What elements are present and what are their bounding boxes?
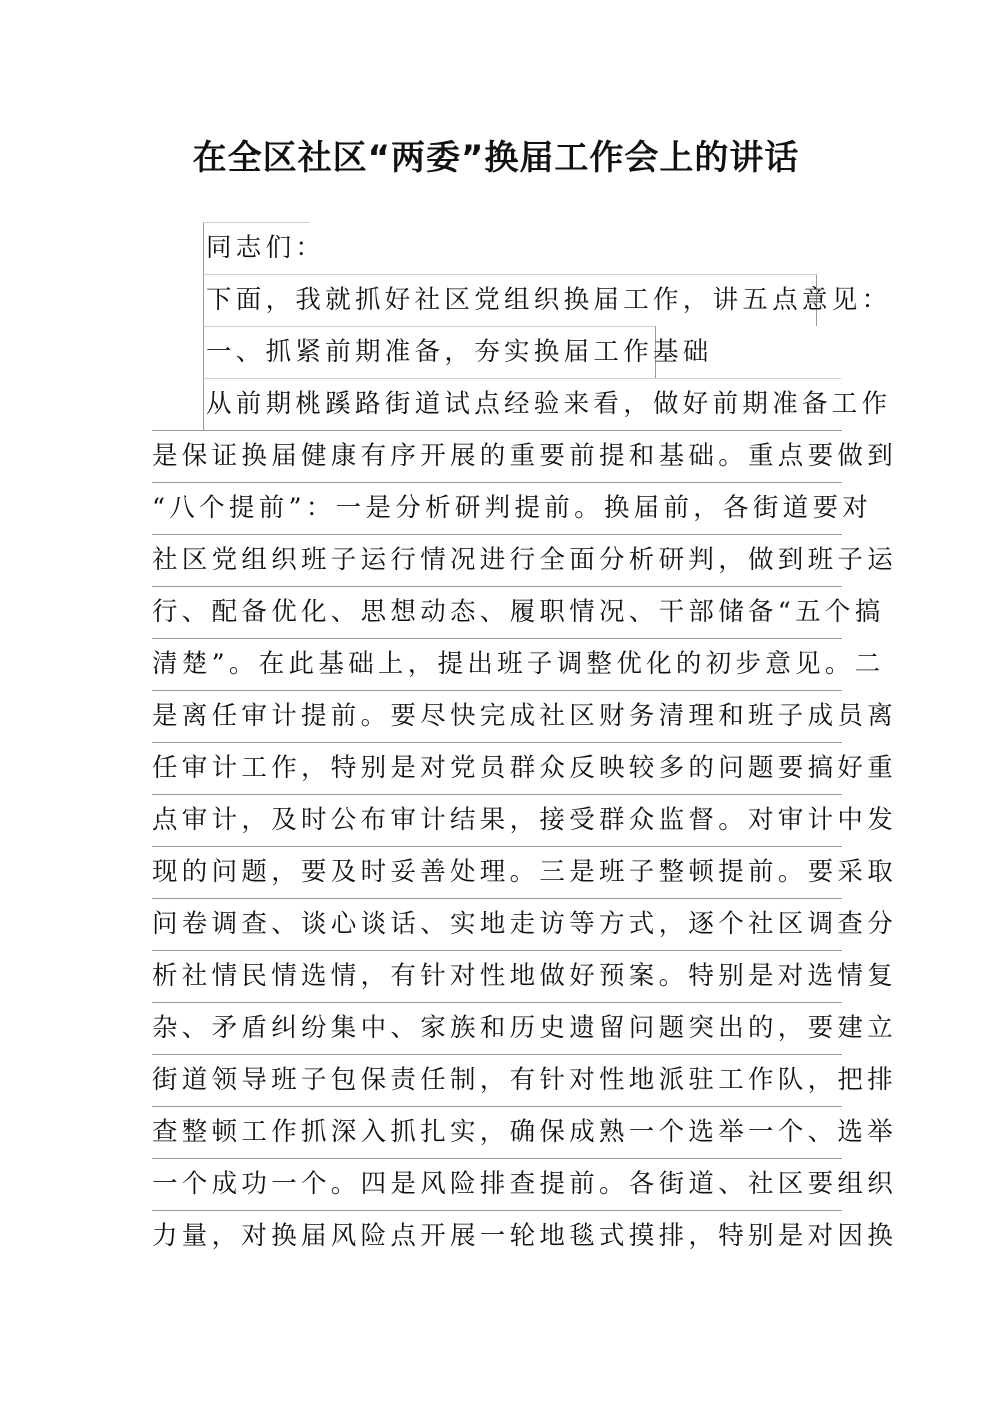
body-line: 问卷调查、谈心谈话、实地走访等方式，逐个社区调查分	[152, 898, 842, 950]
section-heading: 一、抓紧前期准备，夯实换届工作基础	[203, 326, 656, 378]
document-title: 在全区社区“两委”换届工作会上的讲话	[192, 138, 800, 178]
body-line: 街道领导班子包保责任制，有针对性地派驻工作队，把排	[152, 1054, 842, 1106]
body-line: 行、配备优化、思想动态、履职情况、干部储备“五个搞	[152, 586, 842, 638]
body-line: 是保证换届健康有序开展的重要前提和基础。重点要做到	[152, 430, 842, 482]
body-line: 从前期桃蹊路街道试点经验来看，做好前期准备工作	[203, 378, 841, 430]
body-line: 一个成功一个。四是风险排查提前。各街道、社区要组织	[152, 1158, 842, 1210]
body-line: “八个提前”：一是分析研判提前。换届前，各街道要对	[152, 482, 842, 534]
salutation: 同志们：	[203, 222, 310, 274]
body-line: 任审计工作，特别是对党员群众反映较多的问题要搞好重	[152, 742, 842, 794]
body-line: 是离任审计提前。要尽快完成社区财务清理和班子成员离	[152, 690, 842, 742]
body-line: 查整顿工作抓深入抓扎实，确保成熟一个选举一个、选举	[152, 1106, 842, 1158]
body-line: 力量，对换届风险点开展一轮地毯式摸排，特别是对因换	[152, 1210, 842, 1262]
body-line: 清楚”。在此基础上，提出班子调整优化的初步意见。二	[152, 638, 842, 690]
body-line: 析社情民情选情，有针对性地做好预案。特别是对选情复	[152, 950, 842, 1002]
body-line: 社区党组织班子运行情况进行全面分析研判，做到班子运	[152, 534, 842, 586]
body-line: 现的问题，要及时妥善处理。三是班子整顿提前。要采取	[152, 846, 842, 898]
body-line: 点审计，及时公布审计结果，接受群众监督。对审计中发	[152, 794, 842, 846]
body-line: 杂、矛盾纠纷集中、家族和历史遗留问题突出的，要建立	[152, 1002, 842, 1054]
intro-paragraph: 下面，我就抓好社区党组织换届工作，讲五点意见：	[203, 274, 817, 326]
